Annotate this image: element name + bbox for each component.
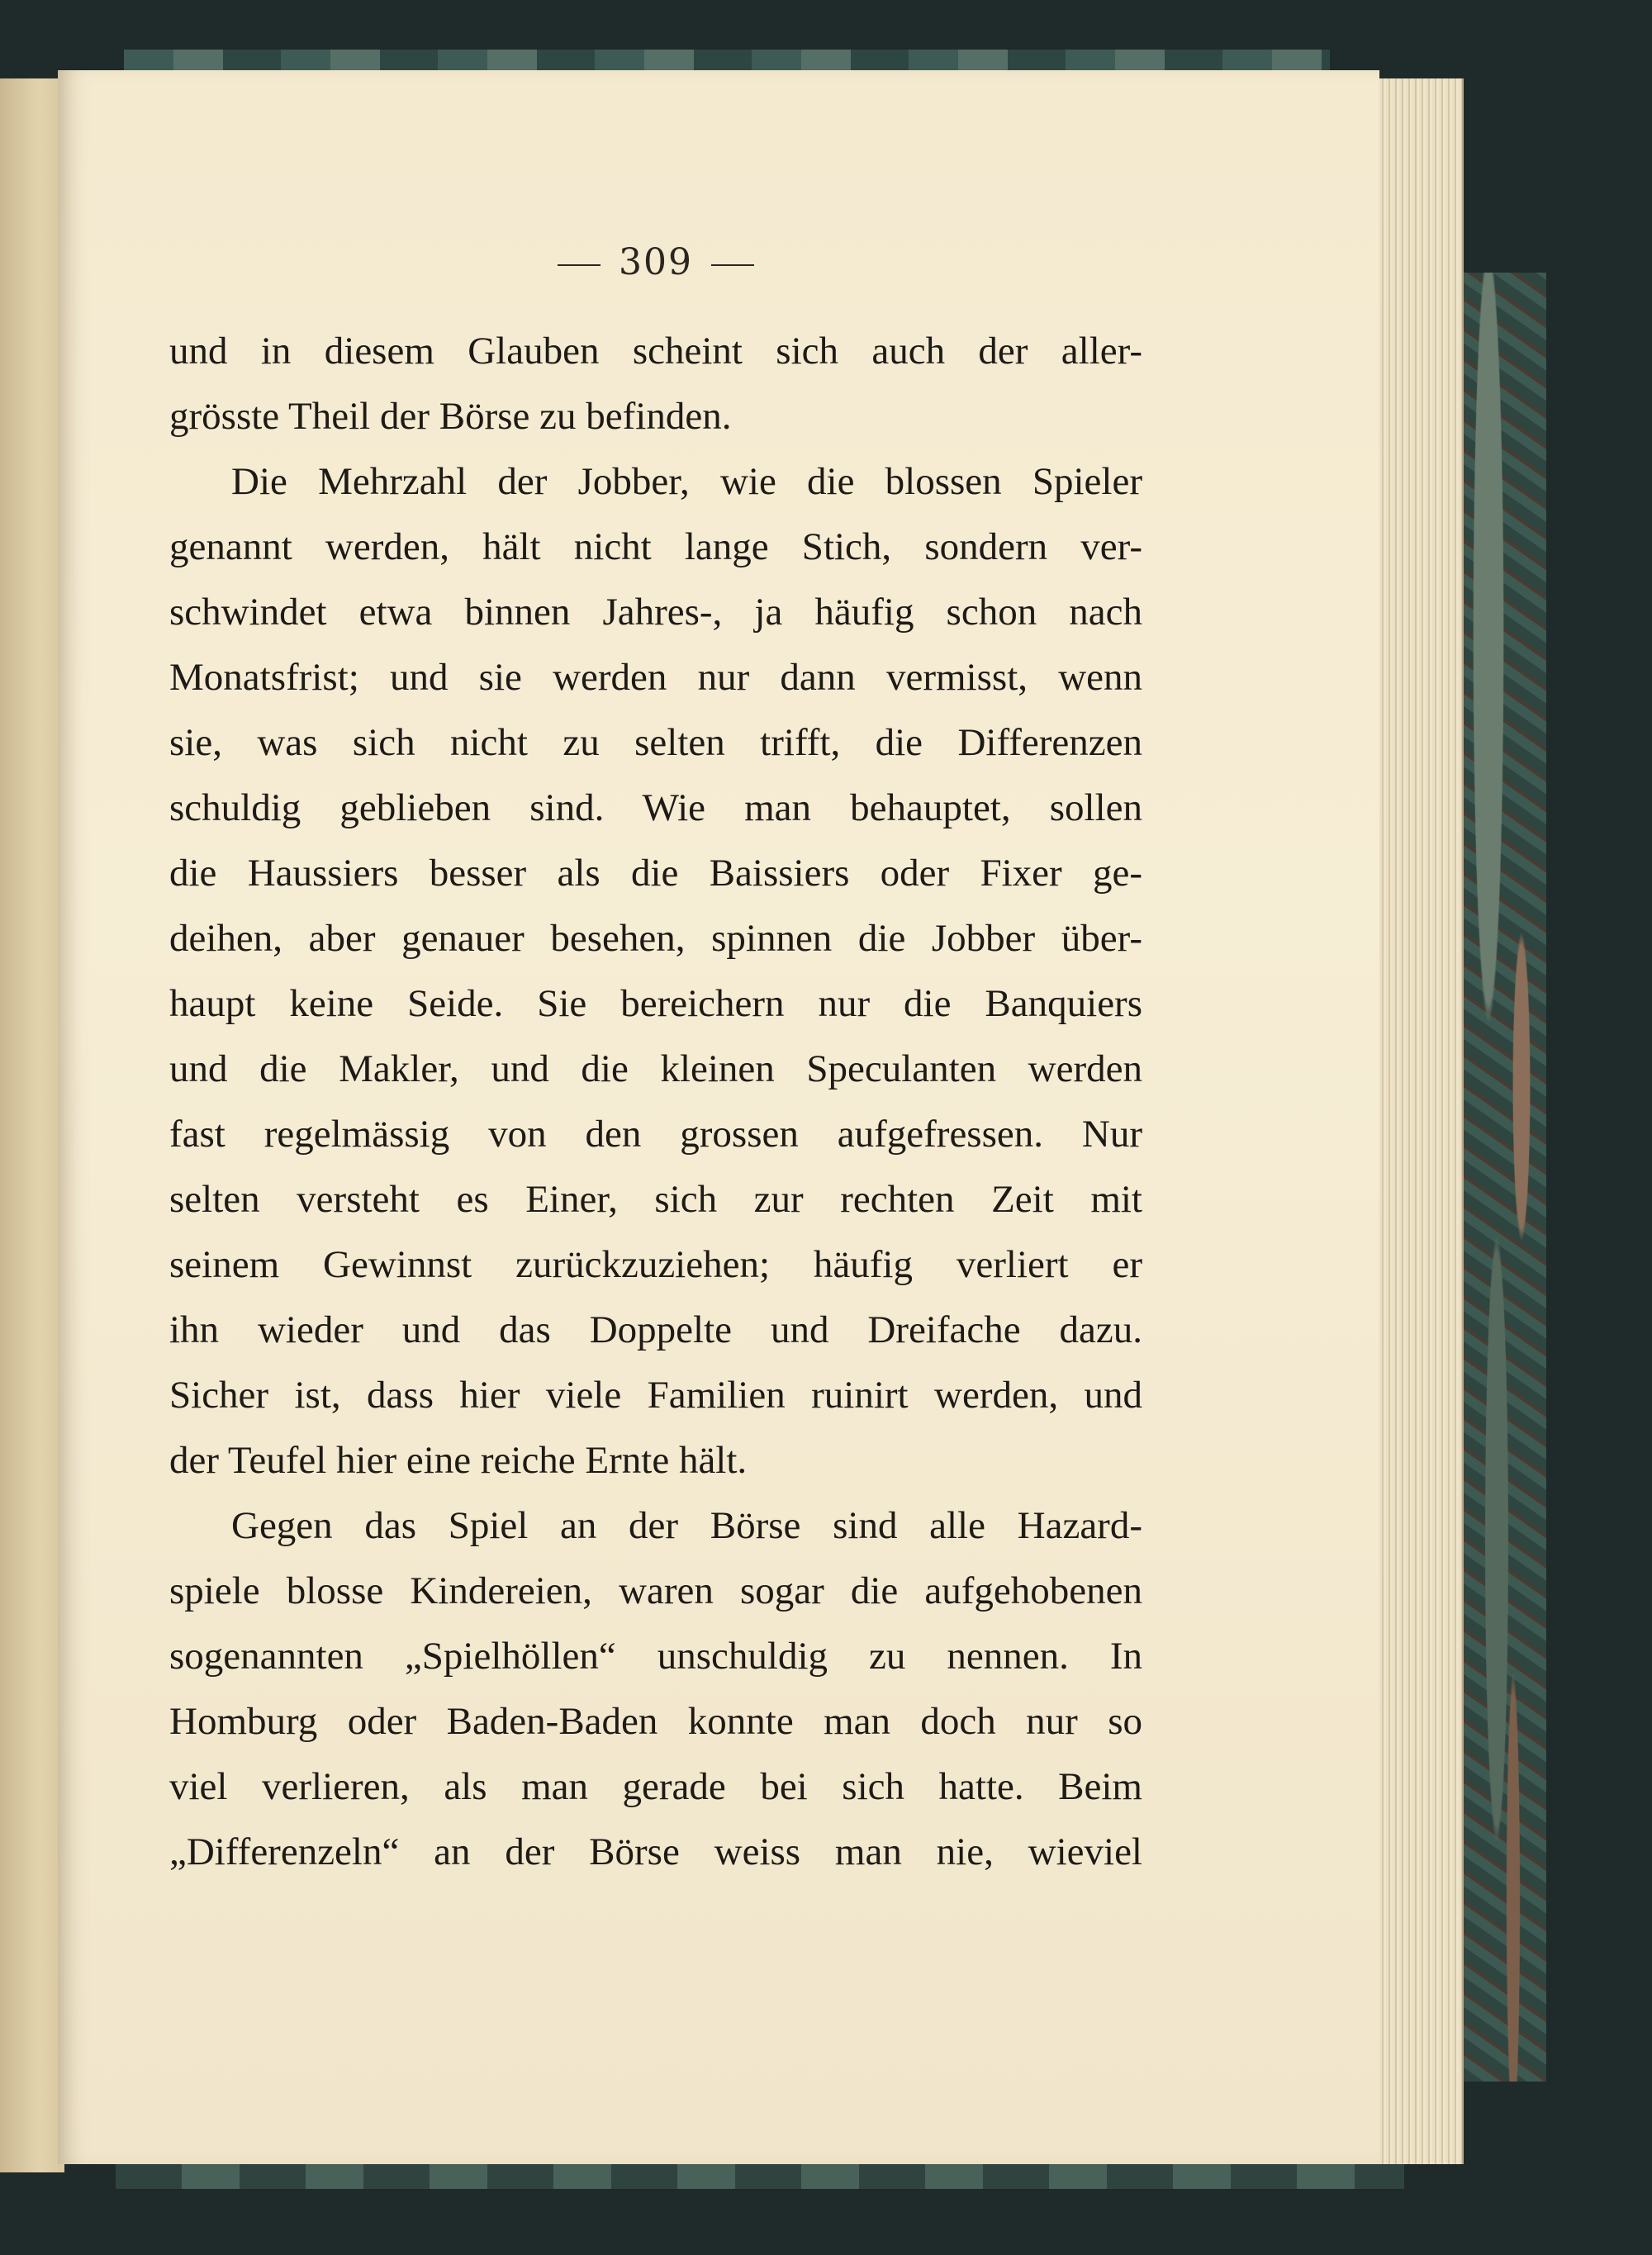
text-line: „Differenzeln“ an der Börse weiss man nie, wieviel (169, 1830, 1142, 1873)
text-line: haupt keine Seide. Sie bereichern nur die Banquiers (169, 982, 1142, 1025)
text-line: sie, was sich nicht zu selten trifft, die Differenzen (169, 721, 1142, 764)
previous-page-edge (0, 78, 64, 2172)
text-line: selten versteht es Einer, sich zur rechten Zeit mit (169, 1178, 1142, 1221)
text-line: Die Mehrzahl der Jobber, wie die blossen Spieler (231, 460, 1142, 503)
text-line: schuldig geblieben sind. Wie man behauptet, sollen (169, 786, 1142, 829)
text-line: die Haussiers besser als die Baissiers oder Fixer ge- (169, 852, 1142, 895)
marbled-cover-board (1462, 273, 1546, 2082)
page-number (169, 241, 1142, 283)
text-line: und in diesem Glauben scheint sich auch der aller- (169, 330, 1142, 373)
text-line: schwindet etwa binnen Jahres-, ja häufig schon nach (169, 591, 1142, 634)
page-number-dash-right (711, 264, 754, 266)
text-line: Monatsfrist; und sie werden nur dann vermisst, wenn (169, 656, 1142, 699)
text-line: Sicher ist, dass hier viele Familien ruinirt werden, und (169, 1374, 1142, 1417)
page-number-value: 309 (619, 241, 693, 283)
text-line: grösste Theil der Börse zu befinden. (169, 395, 732, 438)
body-text (169, 319, 1142, 1885)
text-line: spiele blosse Kindereien, waren sogar die aufgehobenen (169, 1569, 1142, 1612)
text-line: viel verlieren, als man gerade bei sich hatte. Beim (169, 1765, 1142, 1808)
text-line: genannt werden, hält nicht lange Stich, sondern ver- (169, 525, 1142, 568)
text-line: fast regelmässig von den grossen aufgefressen. Nur (169, 1113, 1142, 1156)
page-stack-edges (1379, 78, 1464, 2164)
text-line: und die Makler, und die kleinen Speculanten werden (169, 1047, 1142, 1090)
text-line: ihn wieder und das Doppelte und Dreifache dazu. (169, 1308, 1142, 1351)
text-line: der Teufel hier eine reiche Ernte hält. (169, 1439, 748, 1482)
text-line: Gegen das Spiel an der Börse sind alle Hazard- (231, 1504, 1142, 1547)
text-line: Homburg oder Baden-Baden konnte man doch nur so (169, 1700, 1142, 1743)
page-number-dash-left (558, 264, 601, 266)
text-line: sogenannten „Spielhöllen“ unschuldig zu nennen. In (169, 1635, 1142, 1678)
text-line: seinem Gewinnst zurückzuziehen; häufig verliert er (169, 1243, 1142, 1286)
text-line: deihen, aber genauer besehen, spinnen die Jobber über- (169, 917, 1142, 960)
